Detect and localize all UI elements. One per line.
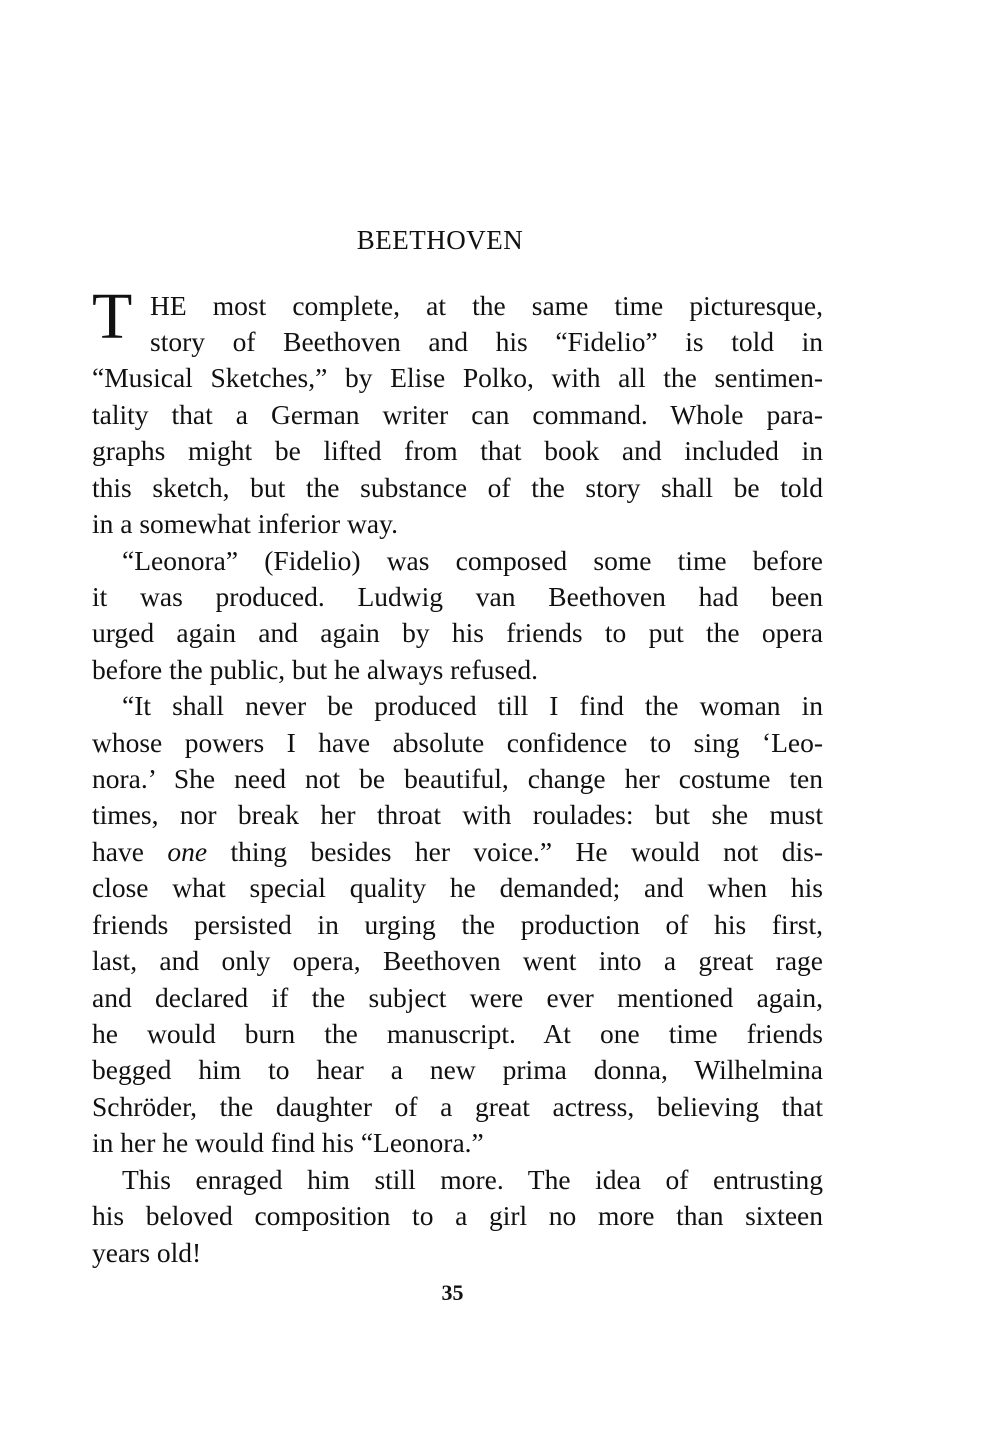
text-fragment: have: [92, 836, 144, 867]
text-line: this sketch, but the substance of the story shall be told: [92, 472, 823, 503]
text-line: and declared if the subject were ever mentioned again,: [92, 982, 823, 1013]
text-line: in her he would find his “Leonora.”: [92, 1127, 484, 1158]
text-line: last, and only opera, Beethoven went into a great rage: [92, 945, 823, 976]
text-line: urged again and again by his friends to put the opera: [92, 617, 823, 648]
text-line: “Musical Sketches,” by Elise Polko, with all the sentimen-: [92, 362, 823, 393]
text-line: whose powers I have absolute confidence to sing ‘Leo-: [92, 727, 823, 758]
text-line: tality that a German writer can command. Whole para-: [92, 399, 823, 430]
drop-cap: T: [92, 280, 133, 353]
text-line: years old!: [92, 1237, 202, 1268]
text-line: it was produced. Ludwig van Beethoven had been: [92, 581, 823, 612]
text-fragment: thing besides her voice.” He would not dis-: [230, 836, 823, 867]
emphasized-word: one: [167, 836, 208, 867]
text-line: story of Beethoven and his “Fidelio” is told in: [150, 326, 823, 357]
page-number: 35: [441, 1280, 464, 1305]
text-line: nora.’ She need not be beautiful, change her costume ten: [92, 763, 823, 794]
text-line: before the public, but he always refused.: [92, 654, 538, 685]
text-line: HE most complete, at the same time picturesque,: [150, 290, 823, 321]
text-line: close what special quality he demanded; and when his: [92, 872, 823, 903]
text-line-with-emphasis: [92, 834, 823, 870]
text-line: Schröder, the daughter of a great actress, believing that: [92, 1091, 823, 1122]
text-line: graphs might be lifted from that book and included in: [92, 435, 823, 466]
text-line: friends persisted in urging the production of his first,: [92, 909, 823, 940]
text-line: This enraged him still more. The idea of entrusting: [122, 1164, 823, 1195]
text-line: he would burn the manuscript. At one time friends: [92, 1018, 823, 1049]
text-line: his beloved composition to a girl no more than sixteen: [92, 1200, 823, 1231]
text-line: “It shall never be produced till I find the woman in: [122, 690, 823, 721]
text-line: times, nor break her throat with roulades: but she must: [92, 799, 823, 830]
chapter-title: BEETHOVEN: [356, 225, 524, 255]
text-line: in a somewhat inferior way.: [92, 508, 398, 539]
text-line: begged him to hear a new prima donna, Wilhelmina: [92, 1054, 823, 1085]
text-line: “Leonora” (Fidelio) was composed some time before: [122, 545, 823, 576]
